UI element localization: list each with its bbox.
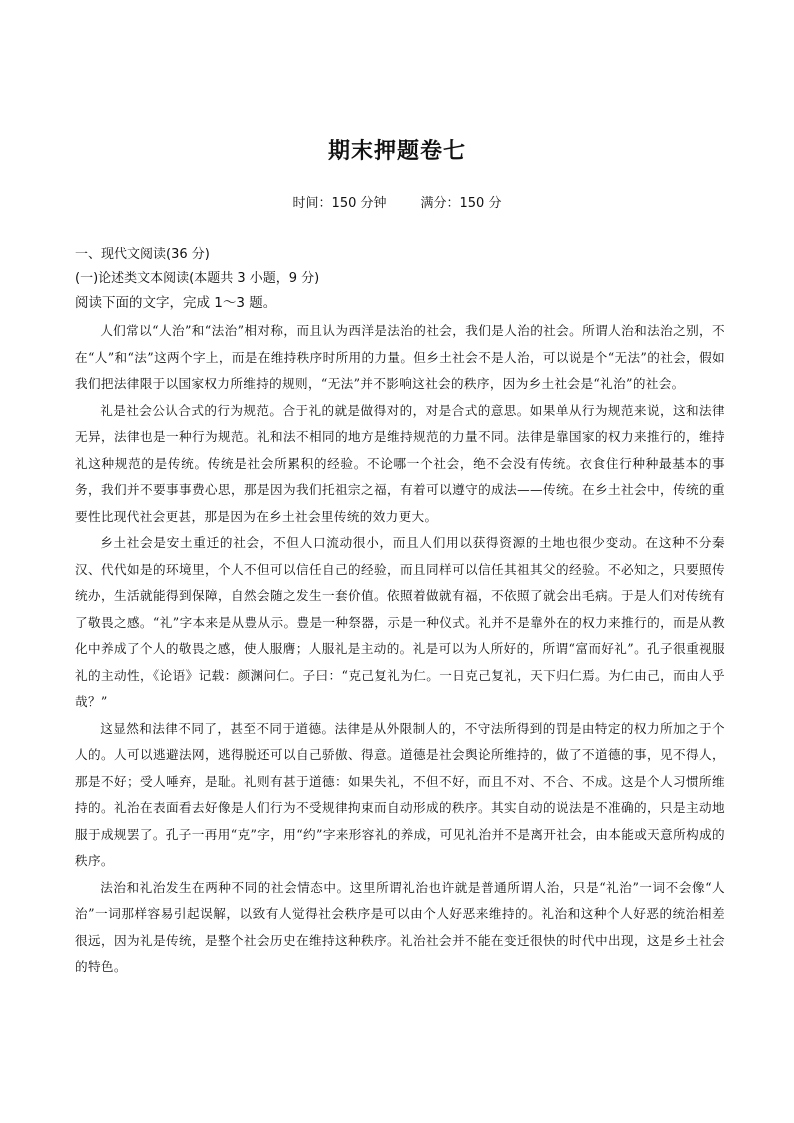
full-score: 满分：150 分 [420, 196, 502, 211]
time-limit: 时间：150 分钟 [292, 196, 387, 211]
passage-paragraph: 礼是社会公认合式的行为规范。合于礼的就是做得对的，对是合式的意思。如果单从行为规范来说，这和法律无异，法律也是一种行为规范。礼和法不相同的地方是维持规范的力量不同。法律是靠国家的权力来推行的，维持礼这种规范的是传统。传统是社会所累积的经验。不论哪一个社会，绝不会没有传统。衣食住行种种最基本的事务，我们并不要事事费心思，那是因为我们托祖宗之福，有着可以遵守的成法——传统。在乡土社会中，传统的重要性比现代社会更甚，那是因为在乡土社会里传统的效力更大。 [75, 402, 725, 524]
page-title: 期末押题卷七 [327, 139, 466, 164]
reading-instruction: 阅读下面的文字，完成 1～3 题。 [75, 295, 277, 311]
passage-paragraph: 这显然和法律不同了，甚至不同于道德。法律是从外限制人的，不守法所得到的罚是由特定的权力所加之于个人的。人可以逃避法网，逃得脱还可以自己骄傲、得意。道德是社会舆论所维持的，做了不道德的事，见不得人，那是不好；受人唾弃，是耻。礼则有甚于道德：如果失礼，不但不好，而且不对、不合、不成。这是个人习惯所维持的。礼治在表面看去好像是人们行为不受规律拘束而自动形成的秩序。其实自动的说法是不准确的，只是主动地服于成规罢了。孔子一再用“克”字，用“约”字来形容礼的养成，可见礼治并不是离开社会，由本能或天意所构成的秩序。 [75, 720, 725, 868]
passage-paragraph: 乡土社会是安土重迁的社会，不但人口流动很小，而且人们用以获得资源的土地也很少变动。在这种不分秦汉、代代如是的环境里，个人不但可以信任自己的经验，而且同样可以信任其祖其父的经验。不必知之，只要照传统办，生活就能得到保障，自然会随之发生一套价值。依照着做就有福，不依照了就会出毛病。于是人们对传统有了敬畏之感。“礼”字本来是从豊从示。豊是一种祭器，示是一种仪式。礼并不是靠外在的权力来推行的，而是从教化中养成了个人的敬畏之感，使人服膺；人服礼是主动的。礼是可以为人所好的，所谓“富而好礼”。孔子很重视服礼的主动性，《论语》记载：颜渊问仁。子曰：“克己复礼为仁。一日克己复礼，天下归仁焉。为仁由己，而由人乎哉？” [75, 535, 725, 709]
passage-paragraph: 法治和礼治发生在两种不同的社会情态中。这里所谓礼治也许就是普通所谓人治，只是“礼治”一词不会像“人治”一词那样容易引起误解，以致有人觉得社会秩序是可以由个人好恶来维持的。礼治和这种个人好恶的统治相差很远，因为礼是传统，是整个社会历史在维持这种秩序。礼治社会并不能在变迁很快的时代中出现，这是乡土社会的特色。 [75, 879, 725, 974]
subsection-heading: (一)论述类文本阅读(本题共 3 小题，9 分) [75, 271, 320, 286]
reading-section [75, 244, 725, 981]
exam-meta [0, 192, 794, 211]
section-heading: 一、现代文阅读(36 分) [75, 247, 210, 262]
passage-paragraph: 人们常以“人治”和“法治”相对称，而且认为西洋是法治的社会，我们是人治的社会。所谓人治和法治之别，不在“人”和“法”这两个字上，而是在维持秩序时所用的力量。但乡土社会不是人治，可以说是个“无法”的社会，假如我们把法律限于以国家权力所维持的规则，“无法”并不影响这社会的秩序，因为乡土社会是“礼治”的社会。 [75, 323, 725, 391]
